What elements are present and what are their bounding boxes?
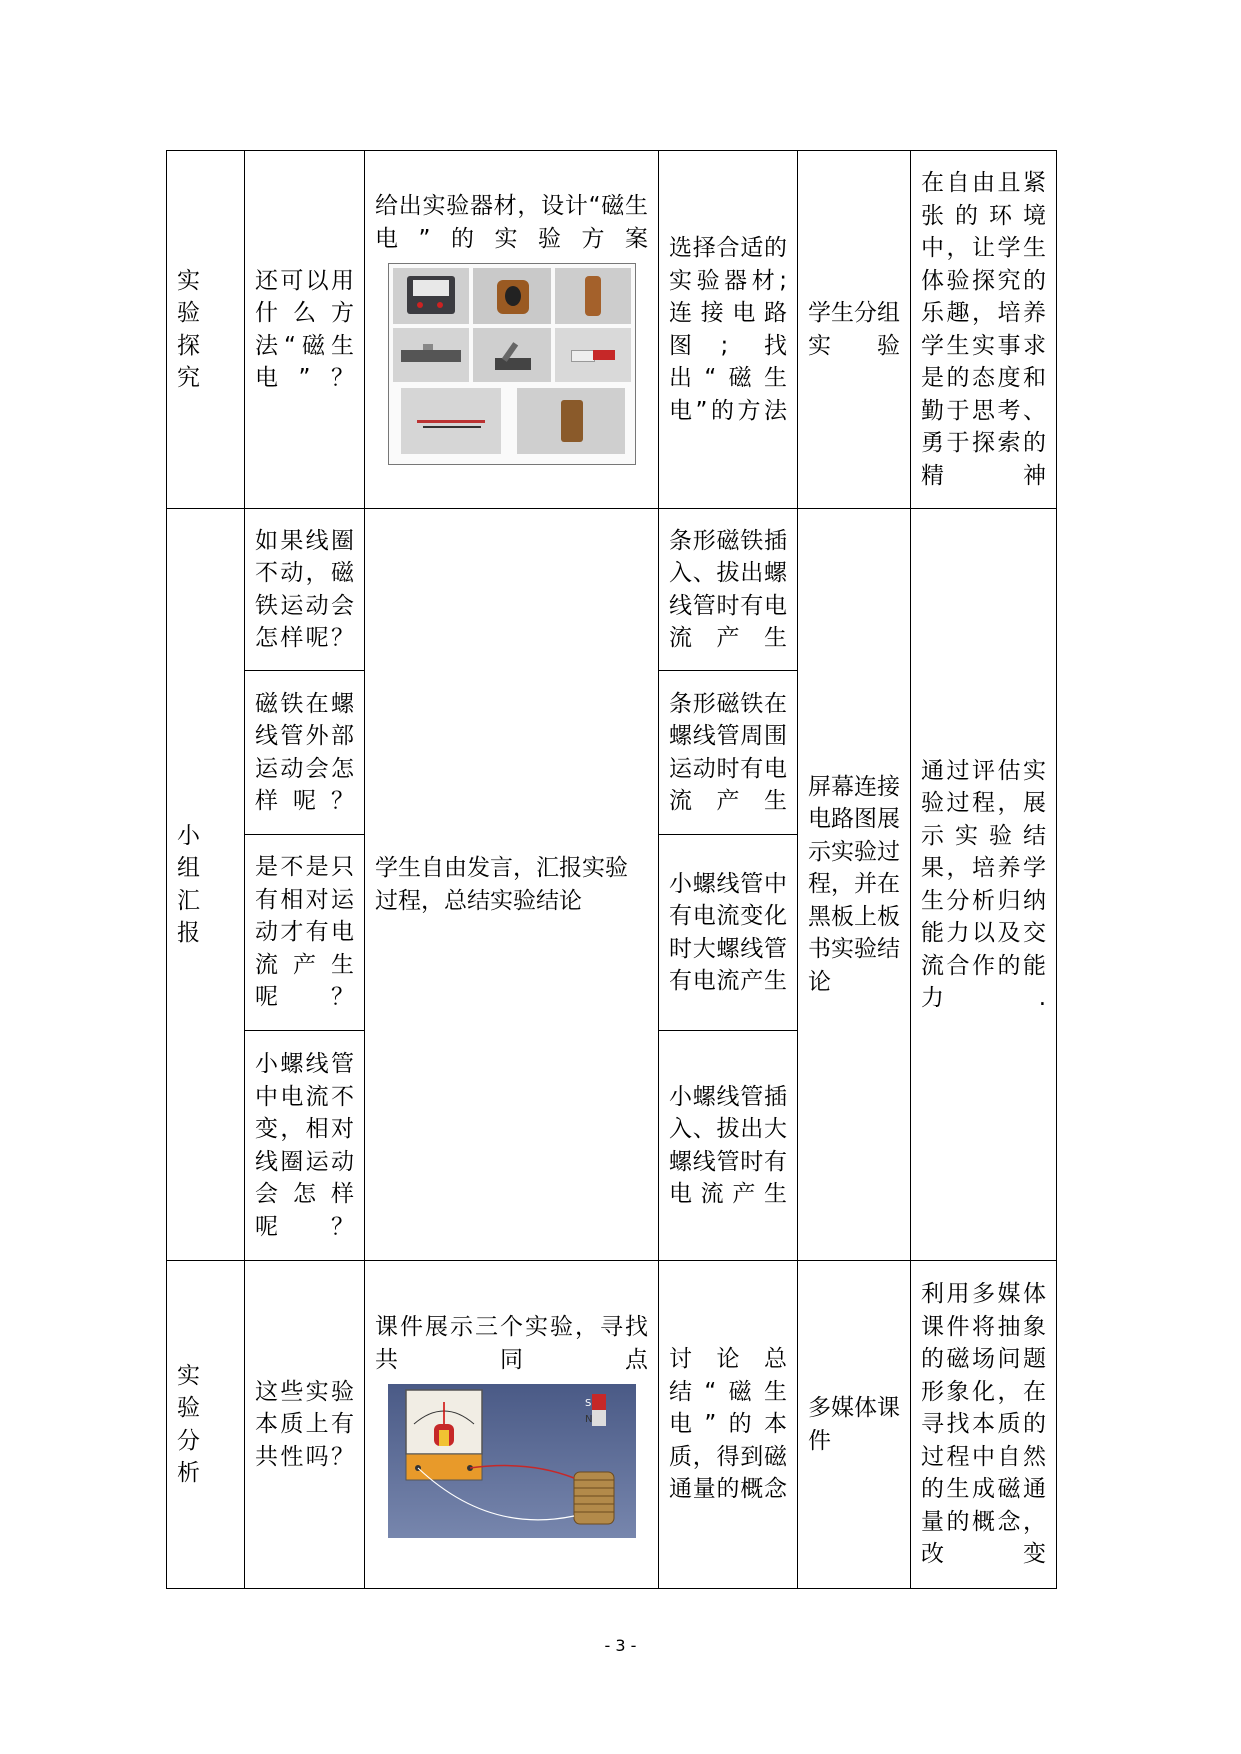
student-activity-cell: 选择合适的实验器材; 连接电路图; 找出“磁生电”的方法 <box>659 151 798 509</box>
table-row <box>167 1261 1057 1589</box>
small-coil-photo <box>555 268 631 324</box>
magnet-n-label: N <box>584 1414 592 1425</box>
question-cell: 是不是只有相对运动才有电流产生呢？ <box>245 835 365 1031</box>
equipment-photo-collage <box>388 263 636 465</box>
table-row <box>167 151 1057 509</box>
wires-photo <box>401 388 501 454</box>
switch-photo <box>473 328 551 382</box>
student-activity-cell: 小螺线管中有电流变化时大螺线管有电流产生 <box>659 835 798 1031</box>
design-intent-cell: 通过评估实验过程，展示实验结果，培养学生分析归纳能力以及交流合作的能力. <box>911 509 1057 1261</box>
stage-cell: 小组汇报 <box>167 509 245 1261</box>
teacher-activity-cell <box>365 151 659 509</box>
media-cell: 学生分组实验 <box>798 151 911 509</box>
page-number: - 3 - <box>604 1636 637 1655</box>
lesson-plan-table <box>166 150 1057 1589</box>
teacher-activity-cell: 学生自由发言，汇报实验过程，总结实验结论 <box>365 509 659 1261</box>
media-cell: 多媒体课件 <box>798 1261 911 1589</box>
question-cell: 小螺线管中电流不变，相对线圈运动会怎样呢？ <box>245 1031 365 1261</box>
question-cell: 磁铁在螺线管外部运动会怎样呢？ <box>245 671 365 835</box>
rheostat-photo <box>393 328 469 382</box>
student-activity-cell: 小螺线管插入、拔出大螺线管时有电流产生 <box>659 1031 798 1261</box>
table-row <box>167 509 1057 671</box>
question-cell: 如果线圈不动，磁铁运动会怎样呢？ <box>245 509 365 671</box>
large-coil-photo <box>473 268 551 324</box>
question-cell: 还可以用什么方法“磁生电”？ <box>245 151 365 509</box>
media-cell: 屏幕连接电路图展示实验过程，并在黑板上板书实验结论 <box>798 509 911 1261</box>
student-activity-cell: 讨论总结“磁生电”的本质，得到磁通量的概念 <box>659 1261 798 1589</box>
magnet-s-label: S <box>584 1398 591 1409</box>
courseware-simulation-image <box>388 1384 636 1538</box>
teacher-activity-cell <box>365 1261 659 1589</box>
stage-cell: 实验分析 <box>167 1261 245 1589</box>
student-activity-cell: 条形磁铁在螺线管周围运动时有电流产生 <box>659 671 798 835</box>
teacher-activity-text: 给出实验器材，设计“磁生电”的实验方案 <box>375 193 648 252</box>
student-activity-cell: 条形磁铁插入、拔出螺线管时有电流产生 <box>659 509 798 671</box>
design-intent-cell: 利用多媒体课件将抽象的磁场问题形象化，在寻找本质的过程中自然的生成磁通量的概念，改变 <box>911 1261 1057 1589</box>
teacher-activity-text: 课件展示三个实验，寻找共同点 <box>375 1314 648 1373</box>
bar-magnet-photo <box>555 328 631 382</box>
stage-cell: 实验探究 <box>167 151 245 509</box>
battery-box-photo <box>517 388 625 454</box>
question-cell: 这些实验本质上有共性吗？ <box>245 1261 365 1589</box>
design-intent-cell: 在自由且紧张的环境中，让学生体验探究的乐趣，培养学生实事求是的态度和勤于思考、勇于探索的精神 <box>911 151 1057 509</box>
galvanometer-coil-illustration <box>388 1384 636 1538</box>
galvanometer-photo <box>393 268 469 324</box>
